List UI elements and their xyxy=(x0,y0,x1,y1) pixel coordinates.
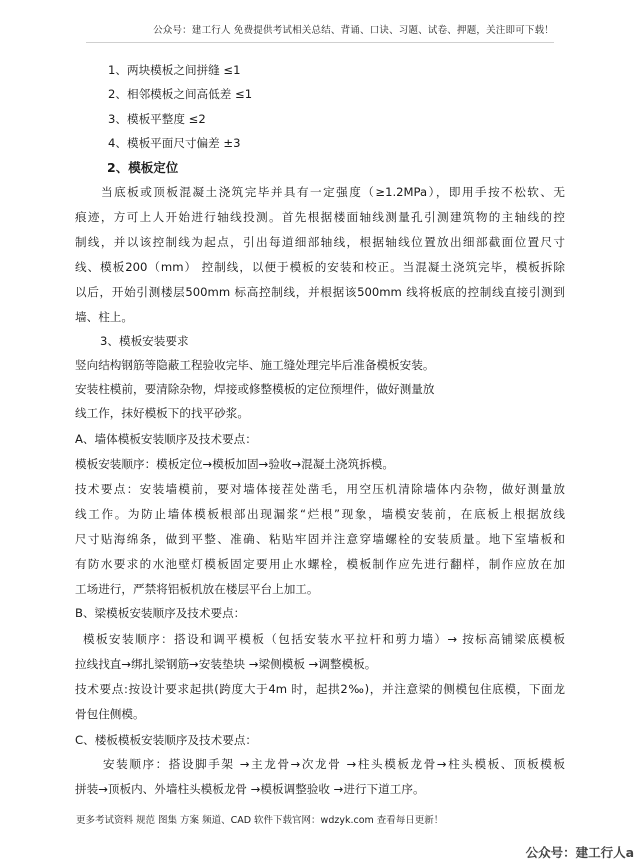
page-footer: 更多考试资料 规范 图集 方案 频道、CAD 软件下载官网：wdzyk.com 查看每日更新！ xyxy=(76,815,444,826)
subsection-heading: B、梁模板安装顺序及技术要点： xyxy=(75,606,246,620)
paragraph-line: 模板安装顺序：模板定位→模板加固→验收→混凝土浇筑拆模。 xyxy=(75,457,394,471)
paragraph-line: 制线，并以该控制线为起点，引出每道细部轴线，根据轴线位置放出细部截面位置尺寸 xyxy=(75,235,565,249)
paragraph-line: 安装顺序：搭设脚手架 →主龙骨→次龙骨 →柱头模板龙骨→柱头模板、顶板模板 xyxy=(103,757,565,771)
section-heading: 3、模板安装要求 xyxy=(100,334,189,348)
paragraph-line: 线工作。为防止墙体模板根部出现漏浆“烂根”现象，墙模安装前，在底板上根据放线 xyxy=(75,507,565,521)
tolerance-item: 2、相邻模板之间高低差 ≤1 xyxy=(108,87,253,101)
paragraph-line: 拉线找直→绑扎梁钢筋→安装垫块 →梁侧模板 →调整模板。 xyxy=(75,657,377,671)
paragraph-line: 技术要点：安装墙模前，要对墙体接茬处凿毛，用空压机清除墙体内杂物，做好测量放 xyxy=(75,482,565,496)
paragraph-line: 墙、柱上。 xyxy=(75,310,133,324)
tolerance-item: 3、模板平整度 ≤2 xyxy=(108,112,206,126)
paragraph-line: 有防水要求的水池壁灯模板固定要用止水螺栓，模板制作应先进行翻样，制作应放在加 xyxy=(75,557,565,571)
paragraph-line: 竖向结构钢筋等隐蔽工程验收完毕、施工缝处理完毕后准备模板安装。 xyxy=(75,358,435,372)
paragraph-line: 模板安装顺序：搭设和调平模板（包括安装水平拉杆和剪力墙）→ 按标高铺梁底模板 xyxy=(83,632,565,646)
page-header: 公众号：建工行人 免费提供考试相关总结、背诵、口诀、习题、试卷、押题，关注即可下载！ xyxy=(153,25,554,36)
paragraph-line: 以后，开始引测楼层500mm 标高控制线，并根据该500mm 线将板底的控制线直接引测到 xyxy=(75,285,565,299)
paragraph-line: 技术要点:按设计要求起拱(跨度大于4m 时，起拱2‰)，并注意梁的侧模包住底模，下面龙 xyxy=(75,682,565,696)
watermark-label: 公众号：建工行人a xyxy=(525,845,634,860)
tolerance-item: 1、两块模板之间拼缝 ≤1 xyxy=(108,63,241,77)
paragraph-line: 拼装→顶板内、外墙柱头模板龙骨 →模板调整验收 →进行下道工序。 xyxy=(75,782,425,796)
paragraph-line: 线、模板200（mm） 控制线，以便于模板的安装和校正。当混凝土浇筑完毕，模板拆除 xyxy=(75,260,565,274)
paragraph-line: 工场进行，严禁将铝板机放在楼层平台上加工。 xyxy=(75,582,319,596)
paragraph-line: 骨包住侧模。 xyxy=(75,707,145,721)
paragraph-line: 痕迹，方可上人开始进行轴线投测。首先根据楼面轴线测量孔引测建筑物的主轴线的控 xyxy=(75,210,565,224)
paragraph-line: 安装柱模前，要清除杂物，焊接或修整模板的定位预埋件，做好测量放 xyxy=(75,382,435,396)
subsection-heading: A、墙体模板安装顺序及技术要点： xyxy=(75,432,257,446)
section-heading: 2、模板定位 xyxy=(107,160,179,175)
subsection-heading: C、楼板模板安装顺序及技术要点： xyxy=(75,733,258,747)
header-divider xyxy=(86,42,554,43)
tolerance-item: 4、模板平面尺寸偏差 ±3 xyxy=(108,136,241,150)
paragraph-line: 尺寸贴海绵条，做到平整、准确、粘贴牢固并注意穿墙螺栓的安装质量。地下室墙板和 xyxy=(75,532,565,546)
paragraph-line: 当底板或顶板混凝土浇筑完毕并具有一定强度（≥1.2MPa），即用手按不松软、无 xyxy=(101,185,565,199)
paragraph-line: 线工作，抹好模板下的找平砂浆。 xyxy=(75,406,249,420)
